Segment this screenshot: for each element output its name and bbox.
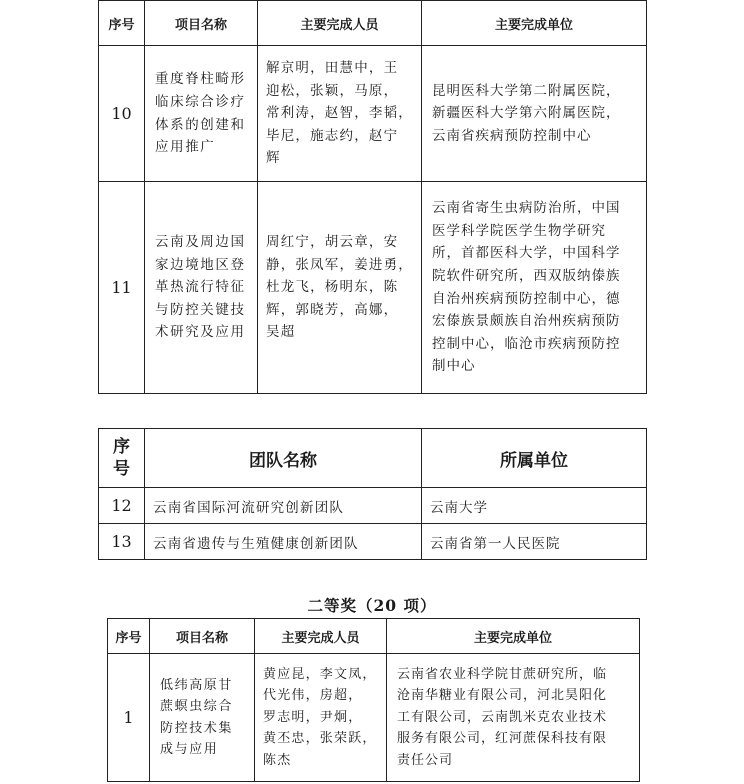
text-line: 云南及周边国 (155, 234, 246, 251)
text-line: 代光伟，房超， (263, 688, 363, 704)
table-row (99, 46, 647, 182)
header-affiliated-unit: 所属单位 (422, 429, 647, 488)
award-table-second-prize (107, 618, 640, 782)
text-line: 制中心 (432, 358, 476, 375)
text-line: 体系的创建和 (155, 116, 246, 133)
row-number: 13 (99, 524, 145, 560)
people-cell (255, 654, 387, 782)
unit-cell: 云南大学 (422, 488, 647, 524)
text-line: 新疆医科大学第六附属医院， (432, 105, 621, 122)
table-header-row (99, 1, 647, 46)
text-line: 宏傣族景颇族自治州疾病预防 (432, 313, 621, 330)
text-line: 云南省疾病预防控制中心 (432, 127, 592, 144)
text-line: 黄应昆，李文凤， (263, 666, 377, 682)
text-line: 常利涛，赵智，李韬， (266, 105, 413, 122)
text-line: 蔗螟虫综合 (160, 699, 234, 714)
header-main-units: 主要完成单位 (422, 1, 647, 46)
text-line: 昆明医科大学第二附属医院， (432, 82, 621, 99)
text-line: 辉，郭晓芳，高娜， (266, 301, 399, 318)
row-number: 1 (108, 654, 150, 782)
award-table-teams (98, 428, 647, 560)
table-row (108, 654, 640, 782)
text-line: 重度脊柱畸形 (155, 71, 246, 88)
text-line: 解京明，田慧中，王 (266, 60, 399, 77)
text-line: 罗志明，尹炯， (263, 709, 363, 725)
header-serial-line: 号 (113, 459, 130, 479)
text-line: 革热流行特征 (155, 279, 246, 296)
text-line: 服务有限公司，红河蔗保科技有限 (397, 731, 608, 747)
text-line: 工有限公司，云南凯米克农业技术 (397, 709, 608, 725)
header-main-units: 主要完成单位 (387, 619, 640, 654)
text-line: 控制中心，临沧市疾病预防控 (432, 335, 621, 352)
units-cell (422, 182, 647, 394)
text-line: 静，张凤军，姜进勇， (266, 256, 413, 273)
header-serial-number: 序号 (99, 1, 145, 46)
header-main-people: 主要完成人员 (258, 1, 422, 46)
people-cell (258, 182, 422, 394)
text-line: 成与应用 (160, 742, 219, 757)
text-line: 所，首都医科大学，中国科学 (432, 245, 621, 262)
text-line: 云南省寄生虫病防治所，中国 (432, 200, 621, 217)
text-line: 责任公司 (397, 752, 454, 768)
team-name-cell: 云南省国际河流研究创新团队 (145, 488, 422, 524)
text-line: 黄丕忠，张荣跃， (263, 731, 377, 747)
table-row (99, 524, 647, 560)
units-cell (387, 654, 640, 782)
table-row (99, 488, 647, 524)
header-serial-number: 序号 (108, 619, 150, 654)
text-line: 防控技术集 (160, 720, 234, 736)
team-name-cell: 云南省遗传与生殖健康创新团队 (145, 524, 422, 560)
row-number: 10 (99, 46, 145, 182)
second-prize-heading: 二等奖（20 项） (307, 596, 437, 615)
project-name-cell (145, 46, 258, 182)
header-main-people: 主要完成人员 (255, 619, 387, 654)
text-line: 医学科学院医学生物学研究 (432, 222, 606, 239)
text-line: 低纬高原甘 (160, 677, 234, 693)
text-line: 辉 (266, 150, 281, 167)
header-serial-line: 序 (113, 437, 130, 457)
header-serial-number (99, 429, 145, 488)
text-line: 术研究及应用 (155, 324, 246, 341)
row-number: 11 (99, 182, 145, 394)
project-name-cell (145, 182, 258, 394)
project-name-cell (150, 654, 255, 782)
text-line: 自治州疾病预防控制中心，德 (432, 290, 621, 307)
header-project-name: 项目名称 (150, 619, 255, 654)
text-line: 吴超 (266, 324, 296, 341)
units-cell (422, 46, 647, 182)
text-line: 家边境地区登 (155, 256, 246, 273)
text-line: 周红宁，胡云章，安 (266, 234, 399, 251)
text-line: 与防控关键技 (155, 301, 246, 318)
text-line: 沧南华糖业有限公司，河北昊阳化 (397, 688, 608, 704)
text-line: 临床综合诊疗 (155, 93, 246, 110)
text-line: 杜龙飞，杨明东，陈 (266, 279, 399, 296)
unit-cell: 云南省第一人民医院 (422, 524, 647, 560)
table-header-row (99, 429, 647, 488)
text-line: 毕尼，施志约，赵宁 (266, 127, 399, 144)
header-team-name: 团队名称 (145, 429, 422, 488)
table-row (99, 182, 647, 394)
row-number: 12 (99, 488, 145, 524)
table-header-row (108, 619, 640, 654)
header-project-name: 项目名称 (145, 1, 258, 46)
text-line: 陈杰 (263, 752, 292, 768)
text-line: 院软件研究所，西双版纳傣族 (432, 267, 621, 284)
text-line: 迎松，张颖，马原， (266, 82, 399, 99)
people-cell (258, 46, 422, 182)
text-line: 云南省农业科学院甘蔗研究所，临 (397, 666, 608, 682)
award-table-first-prize (98, 0, 647, 394)
text-line: 应用推广 (155, 139, 216, 156)
